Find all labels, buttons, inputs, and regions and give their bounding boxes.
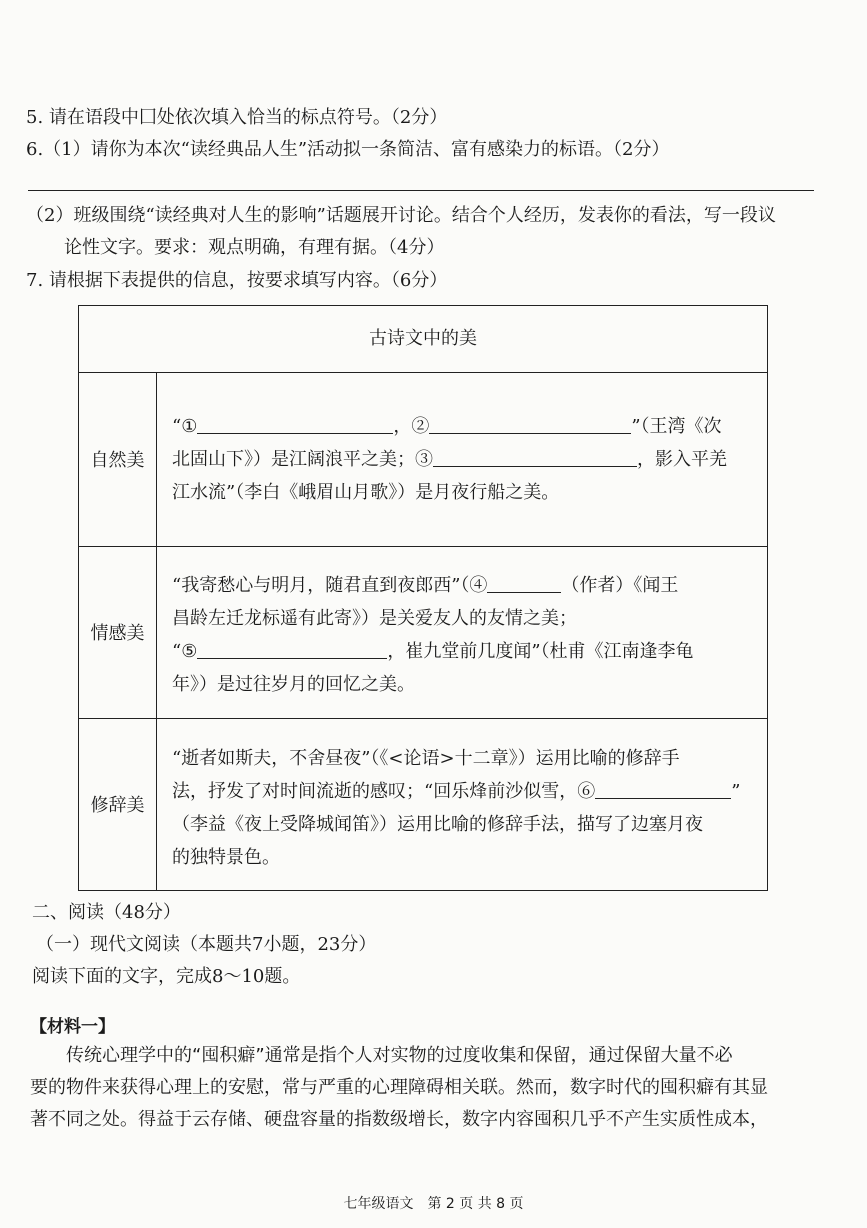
row-label: 情感美: [79, 546, 157, 718]
row-content: “我寄愁心与明月，随君直到夜郎西”（④ （作者）《闻王 昌龄左迁龙标遥有此寄》）是关爱友人的友情之美； “⑤ ，崔九堂前几度闻”（杜甫《江南逢李龟 年》）是过往岁月的回忆之美。: [172, 575, 694, 695]
table-title: 古诗文中的美: [79, 306, 767, 373]
blank-1[interactable]: [197, 415, 393, 434]
blank-2[interactable]: [429, 415, 631, 434]
material-label: 【材料一】: [30, 1017, 115, 1037]
question-6-1: 6.（1）请你为本次“读经典品人生”活动拟一条简洁、富有感染力的标语。（2分）: [26, 139, 670, 160]
material-paragraph: [30, 1040, 820, 1136]
row-label: 修辞美: [79, 718, 157, 890]
question-7: 7. 请根据下表提供的信息，按要求填写内容。（6分）: [26, 270, 448, 291]
paragraph-line: 要的物件来获得心理上的安慰，常与严重的心理障碍相关联。然而，数字时代的囤积癖有其显: [30, 1077, 768, 1098]
subsection-heading: （一）现代文阅读（本题共7小题，23分）: [36, 934, 377, 955]
table-row-emotion: [79, 546, 767, 719]
question-6-2-line2: 论性文字。要求：观点明确，有理有据。（4分）: [64, 237, 445, 258]
blank-3[interactable]: [433, 448, 637, 467]
answer-line: [28, 190, 814, 191]
row-content: “① ，② ”（王湾《次 北固山下》）是江阔浪平之美；③ ，影入平羌 江水流”（李白《峨眉山月歌》）是月夜行船之美。: [172, 416, 727, 503]
blank-5[interactable]: [197, 640, 387, 659]
row-content: “逝者如斯夫，不舍昼夜”（《<论语>十二章》）运用比喻的修辞手 法，抒发了对时间流逝的感叹；“回乐烽前沙似雪，⑥ ” （李益《夜上受降城闻笛》）运用比喻的修辞手法，描写了边塞月夜 的独特景色。: [172, 748, 741, 868]
blank-4[interactable]: [487, 574, 561, 593]
section-heading: 二、阅读（48分）: [32, 902, 181, 923]
table-row-natural: [79, 372, 767, 547]
paragraph-line: 传统心理学中的“囤积癖”通常是指个人对实物的过度收集和保留，通过保留大量不必: [66, 1045, 733, 1066]
paragraph-line: 著不同之处。得益于云存储、硬盘容量的指数级增长，数字内容囤积几乎不产生实质性成本，: [30, 1109, 768, 1130]
question-5: 5. 请在语段中囗处依次填入恰当的标点符号。（2分）: [26, 107, 448, 128]
page-footer: 七年级语文 第 2 页 共 8 页: [343, 1196, 524, 1212]
question-6-2-line1: （2）班级围绕“读经典对人生的影响”话题展开讨论。结合个人经历，发表你的看法，写一段议: [26, 205, 776, 226]
blank-6[interactable]: [595, 780, 731, 799]
poetry-beauty-table: [78, 305, 768, 891]
reading-instruction: 阅读下面的文字，完成8～10题。: [32, 966, 301, 987]
row-label: 自然美: [79, 372, 157, 546]
table-row-rhetoric: [79, 718, 767, 890]
